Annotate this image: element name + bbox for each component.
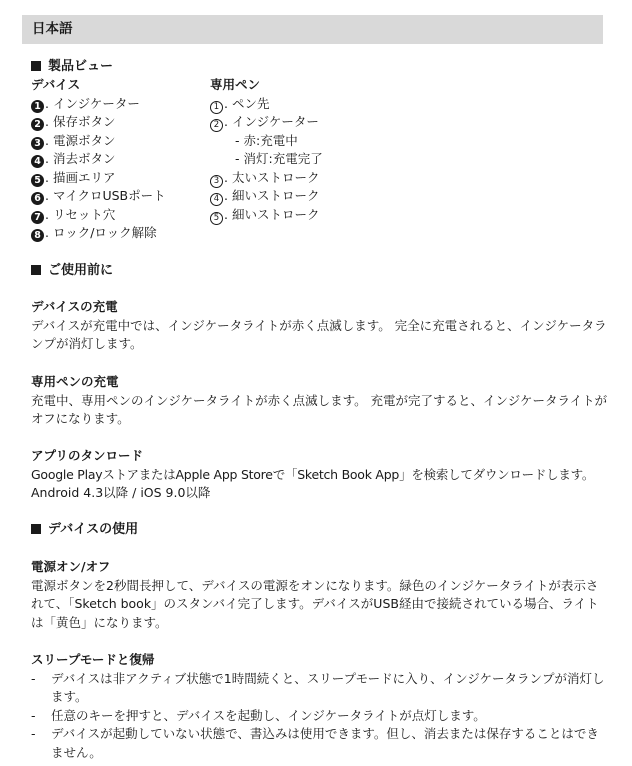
number-7-icon: 7 [31,211,44,224]
device-charge-heading: デバイスの充電 [31,299,118,314]
number-6-icon: 6 [31,192,44,205]
pen-part-item: 5 . 細いストローク [210,206,323,225]
language-header [22,15,603,44]
pen-part-item: 2 . インジケーター [210,113,323,132]
sleep-heading: スリープモードと復帰 [31,652,155,667]
square-bullet-icon [31,524,41,534]
language-title: 日本語 [32,21,73,37]
app-download-section [31,447,621,503]
number-1-icon: 1 [210,101,223,114]
product-view-title: 製品ビュー [31,58,113,77]
device-part-item: 6 . マイクロUSBポート [31,187,166,206]
square-bullet-icon [31,265,41,275]
power-text: 電源ボタンを2秒間長押して、デバイスの電源をオンになります。緑色のインジケータライトが表示されて、「Sketch book」のスタンバイ完了します。デバイスがUSB経由で接続されている場合、ライトは「黄色」になります。 [31,577,599,630]
pen-parts-list [210,76,323,224]
number-3-icon: 3 [31,137,44,150]
device-part-item: 8 . ロック/ロック解除 [31,224,166,243]
list-item: - デバイスが起動していない状態で、書込みは使用できます。但し、消去または保存することはできません。 [31,726,599,760]
device-charge-text: デバイスが充電中では、インジケータライトが赤く点滅します。 完全に充電されると、インジケータランプが消灯します。 [31,317,607,351]
device-usage-title: デバイスの使用 [31,521,138,540]
number-5-icon: 5 [210,212,223,225]
power-section [31,558,609,632]
pen-charge-section [31,373,609,429]
device-charge-section [31,298,609,354]
list-item: - デバイスは非アクティブ状態で1時間続くと、スリープモードに入り、インジケータランプが消灯します。 [31,670,605,704]
pen-charge-text: 充電中、専用ペンのインジケータライトが赤く点滅します。 充電が完了すると、インジケータライトがオフになります。 [31,392,608,426]
os-requirements: Android 4.3以降 / iOS 9.0以降 [31,485,211,500]
before-use-title: ご使用前に [31,262,113,281]
pen-charge-heading: 専用ペンの充電 [31,374,119,389]
app-download-text: Google PlayストアまたはApple App Storeで「Sketch Book App」を検索してダウンロードします。 [31,466,595,482]
app-download-heading: アプリのタンロード [31,448,144,463]
square-bullet-icon [31,61,41,71]
pen-indicator-red: - 赤:充電中 [235,132,298,148]
pen-indicator-off: - 消灯:充電完了 [235,151,323,166]
number-2-icon: 2 [210,119,223,132]
number-3-icon: 3 [210,175,223,188]
pen-part-item: 4 . 細いストローク [210,187,323,206]
number-8-icon: 8 [31,229,44,242]
device-heading: デバイス [31,77,81,92]
pen-heading: 専用ペン [210,77,261,92]
number-2-icon: 2 [31,118,44,131]
pen-part-item: 1 . ペン先 [210,95,323,114]
device-part-item: 5 . 描画エリア [31,169,166,188]
device-parts-list [31,76,166,243]
number-4-icon: 4 [31,155,44,168]
number-5-icon: 5 [31,174,44,187]
sleep-section [31,651,609,762]
number-1-icon: 1 [31,100,44,113]
sleep-bullet-list [31,670,609,763]
device-part-item: 7 . リセット穴 [31,206,166,225]
list-item: - 任意のキーを押すと、デバイスを起動し、インジケータライトが点灯します。 [31,707,486,723]
number-4-icon: 4 [210,193,223,206]
pen-part-item: 3 . 太いストローク [210,169,323,188]
device-part-item: 4 . 消去ボタン [31,150,166,169]
device-part-item: 3 . 電源ボタン [31,132,166,151]
device-part-item: 1 . インジケーター [31,95,166,114]
device-part-item: 2 . 保存ボタン [31,113,166,132]
power-heading: 電源オン/オフ [31,559,111,574]
